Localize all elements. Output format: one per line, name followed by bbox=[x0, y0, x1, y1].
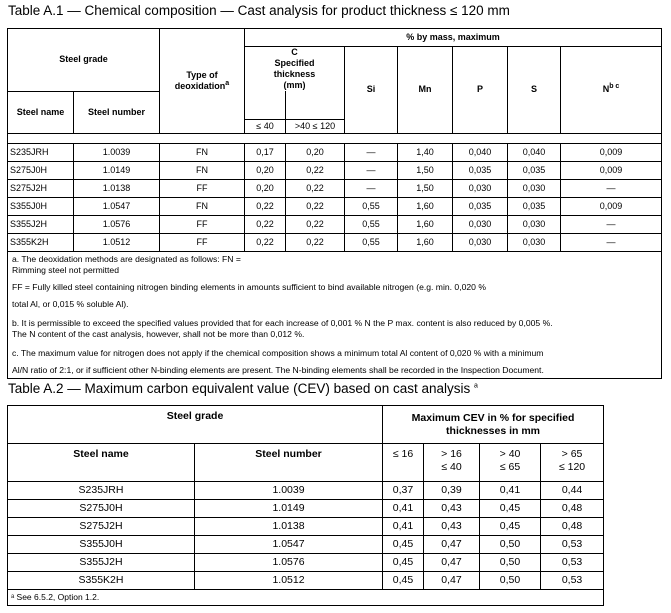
table-row: S355K2H 1.0512 FF 0,22 0,22 0,55 1,60 0,030 0,030 — bbox=[8, 233, 662, 251]
table-row: S355K2H 1.0512 0,45 0,47 0,50 0,53 bbox=[8, 572, 604, 590]
table-row: S355J2H 1.0576 0,45 0,47 0,50 0,53 bbox=[8, 554, 604, 572]
header-pct-by-mass: % by mass, maximum bbox=[245, 29, 662, 47]
header-thickness-65-120: > 65 ≤ 120 bbox=[541, 444, 604, 482]
header-steel-name: Steel name bbox=[8, 444, 195, 482]
header-mn: Mn bbox=[398, 47, 453, 134]
table-a2-footnote: ᵃ See 6.5.2, Option 1.2. bbox=[8, 590, 604, 606]
table-row: S355J2H 1.0576 FF 0,22 0,22 0,55 1,60 0,030 0,030 — bbox=[8, 215, 662, 233]
table-a2-caption: Table A.2 — Maximum carbon equivalent value (CEV) based on cast analysis $^a$ bbox=[8, 381, 478, 396]
header-c-gt40: >40 ≤ 120 bbox=[286, 119, 345, 133]
header-max-cev: Maximum CEV in % for specified thicknesses in mm bbox=[383, 406, 604, 444]
header-s: S bbox=[508, 47, 561, 134]
header-si: Si bbox=[345, 47, 398, 134]
header-p: P bbox=[453, 47, 508, 134]
header-n: $N^{b c}$ bbox=[561, 47, 662, 134]
header-c-le40: ≤ 40 bbox=[245, 119, 286, 133]
header-thickness-40-65: > 40 ≤ 65 bbox=[480, 444, 541, 482]
header-steel-number: Steel number bbox=[195, 444, 383, 482]
table-row: S235JRH 1.0039 0,37 0,39 0,41 0,44 bbox=[8, 482, 604, 500]
table-a1-notes: a. The deoxidation methods are designated as follows: FN = Rimming steel not permitted FF = Fully killed steel containing nitrogen binding elements in amounts sufficient to bind available nitrogen (e.g. min. 0,020 % total Al, or 0,015 % soluble Al). b. It is permissible to exceed the specified values provided that for each increase of 0,001 % N the P max. content is also reduced by 0,005 %. The N content of the cast analysis, however, shall not be more than 0,012 %. c. The maximum value for nitrogen does not apply if the chemical composition shows a minimum total Al content of 0,020 % with a minimum Al/N ratio of 2:1, or if sufficient other N-binding elements are present. The N-binding elements shall be recorded in the Inspection Document. bbox=[8, 251, 662, 378]
table-row: S235JRH 1.0039 FN 0,17 0,20 — 1,40 0,040 0,040 0,009 bbox=[8, 143, 662, 161]
header-steel-grade: Steel grade bbox=[8, 406, 383, 444]
header-steel-number: Steel number bbox=[74, 91, 160, 133]
header-thickness-16-40: > 16 ≤ 40 bbox=[424, 444, 480, 482]
table-a1 bbox=[7, 28, 662, 379]
table-a2 bbox=[7, 405, 604, 606]
header-thickness-le16: ≤ 16 bbox=[383, 444, 424, 482]
header-steel-grade: Steel grade bbox=[8, 29, 160, 92]
table-row: S355J0H 1.0547 0,45 0,47 0,50 0,53 bbox=[8, 536, 604, 554]
table-row: S275J0H 1.0149 FN 0,20 0,22 — 1,50 0,035 0,035 0,009 bbox=[8, 161, 662, 179]
header-type-of-deoxidation: Type of deoxidation$^a$ bbox=[160, 29, 245, 134]
table-row: S275J2H 1.0138 0,41 0,43 0,45 0,48 bbox=[8, 518, 604, 536]
table-a1-caption: Table A.1 — Chemical composition — Cast analysis for product thickness ≤ 120 mm bbox=[8, 3, 510, 18]
table-row: S275J2H 1.0138 FF 0,20 0,22 — 1,50 0,030 0,030 — bbox=[8, 179, 662, 197]
header-c: C Specified thickness (mm) bbox=[245, 47, 345, 92]
table-row: S275J0H 1.0149 0,41 0,43 0,45 0,48 bbox=[8, 500, 604, 518]
header-steel-name: Steel name bbox=[8, 91, 74, 133]
table-row: S355J0H 1.0547 FN 0,22 0,22 0,55 1,60 0,035 0,035 0,009 bbox=[8, 197, 662, 215]
